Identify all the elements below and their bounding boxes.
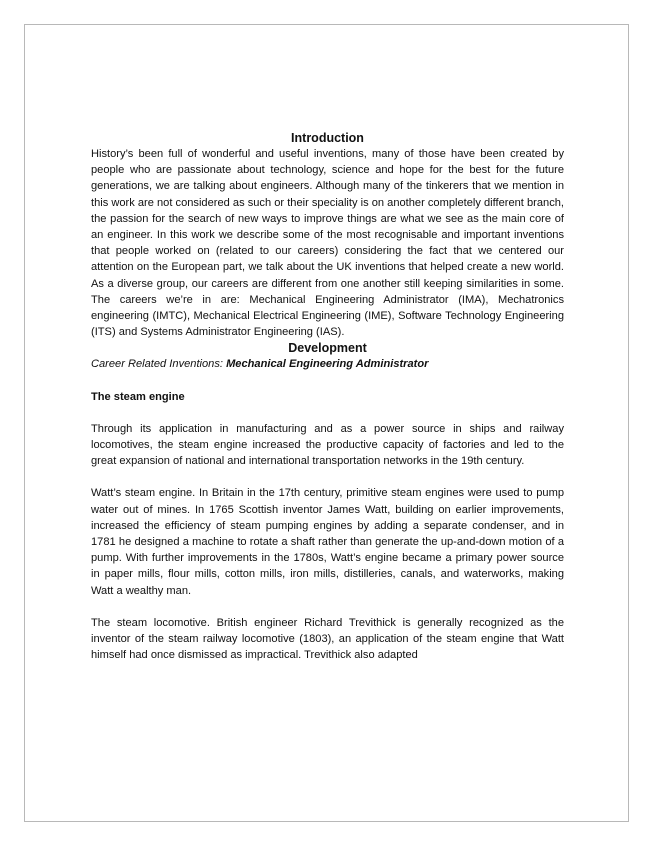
career-name: Mechanical Engineering Administrator [226,358,429,371]
steam-engine-paragraph-1: Through its application in manufacturing and as a power source in ships and railway locomotives, the steam engine increased the productive capacity of factories and led to the great expansion of national and international transportation networks in the 19th century. [91,422,564,468]
career-subtitle [91,356,564,372]
document-body [91,130,564,663]
career-prefix: Career Related Inventions: [91,358,227,371]
spacer [91,469,564,485]
development-heading: Development [288,341,367,356]
spacer [91,405,564,421]
introduction-paragraph: History’s been full of wonderful and useful inventions, many of those have been created by people who are passionate about technology, science and hope for the best for the future generations, we are talking about engineers. Although many of the tinkerers that we mention in this work are not considered as such or their speciality is on another completely different branch, the passion for the search of new ways to improve things are what we see as the main core of an engineer. In this work we describe some of the most recognisable and important inventions that people worked on (related to our careers) considering the fact that we centered our attention on the European part, we talk about the UK inventions that helped create a new world. As a diverse group, our careers are different from one another still keeping similarities in some. The careers we’re in are: Mechanical Engineering Administrator (IMA), Mechatronics engineering (IMTC), Mechanical Electrical Engineering (IME), Software Technology Engineering (ITS) and Systems Administrator Engineering (IAS). [91,148,564,339]
document-page [24,24,629,822]
spacer [91,599,564,615]
spacer [91,373,564,389]
steam-engine-heading: The steam engine [91,390,185,403]
introduction-heading: Introduction [291,131,364,145]
steam-engine-paragraph-2: Watt’s steam engine. In Britain in the 17th century, primitive steam engines were used to pump water out of mines. In 1765 Scottish inventor James Watt, building on earlier improvements, increased the efficiency of steam pumping engines by adding a separate condenser, and in 1781 he designed a machine to rotate a shaft rather than generate the up-and-down motion of a pump. With further improvements in the 1780s, Watt’s engine became a primary power source in paper mills, flour mills, cotton mills, iron mills, distilleries, canals, and waterworks, making Watt a wealthy man. [91,487,564,597]
steam-engine-paragraph-3: The steam locomotive. British engineer Richard Trevithick is generally recognized as the inventor of the steam railway locomotive (1803), an application of the steam engine that Watt himself had once dismissed as impractical. Trevithick also adapted [91,616,564,662]
